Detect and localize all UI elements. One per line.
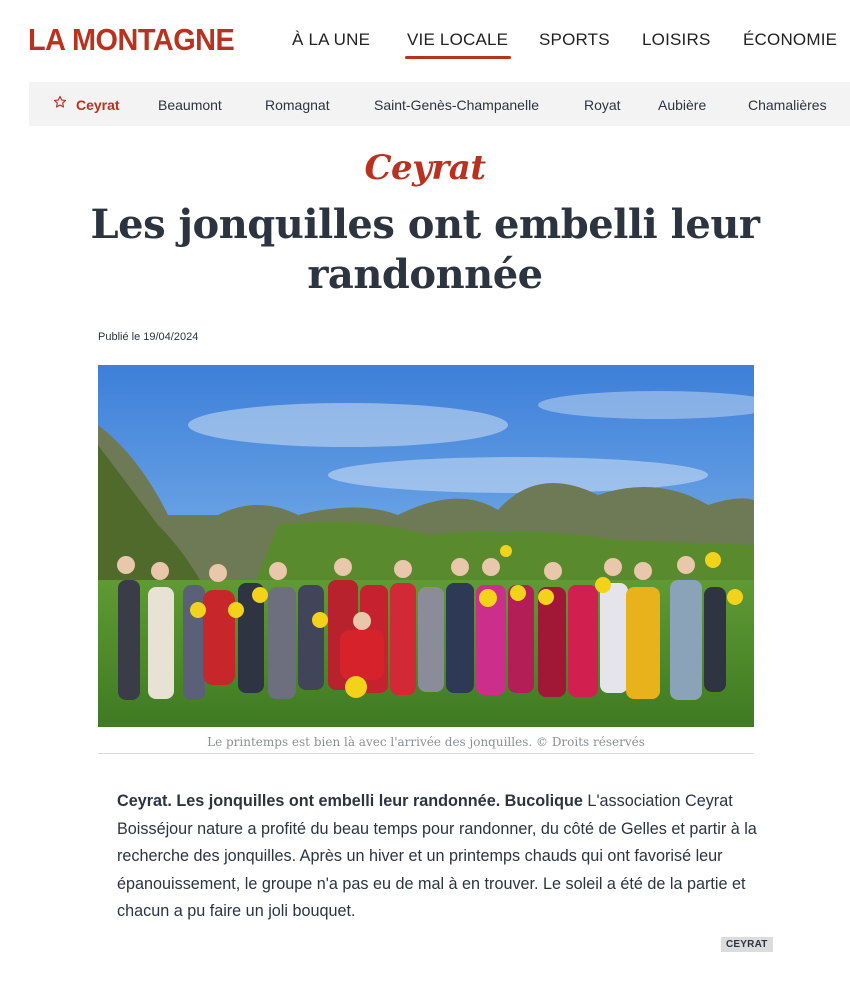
nav-vie-locale[interactable]: VIE LOCALE [407, 30, 509, 49]
site-header [0, 0, 850, 80]
article-paragraph: L'association Ceyrat Boisséjour nature a profité du beau temps pour randonner, du côté de Gelles et partir à la recherche des jonquilles. Après un hiver et un printemps chauds qui ont favorisé leur épanouissement, le groupe n'a pas eu de mal à en trouver. Le soleil a été de la partie et chacun a pu faire un joli bouquet. [117, 792, 757, 920]
site-logo[interactable]: LA MONTAGNE [28, 22, 235, 57]
location-tag[interactable]: CEYRAT [721, 937, 773, 952]
subnav-item-chamalieres[interactable]: Chamalières [748, 97, 827, 113]
article-body [117, 788, 757, 926]
article-photo [98, 365, 754, 727]
local-subnav [29, 82, 850, 126]
subnav-item-saint-genes-champanelle[interactable]: Saint-Genès-Champanelle [374, 97, 539, 113]
hikers-photo [98, 365, 754, 727]
article-kicker[interactable]: Ceyrat [364, 148, 486, 188]
article-title: Les jonquilles ont embelli leur randonnée [90, 201, 760, 298]
subnav-item-royat[interactable]: Royat [584, 97, 621, 113]
nav-loisirs[interactable]: LOISIRS [642, 30, 711, 49]
article-lead: Ceyrat. Les jonquilles ont embelli leur randonnée. Bucolique [117, 792, 583, 810]
publish-date: Publié le 19/04/2024 [98, 331, 199, 343]
subnav-item-beaumont[interactable]: Beaumont [158, 97, 222, 113]
nav-economie[interactable]: ÉCONOMIE [743, 30, 838, 49]
nav-a-la-une[interactable]: À LA UNE [292, 30, 371, 49]
photo-caption: Le printemps est bien là avec l'arrivée des jonquilles. © Droits réservés [207, 735, 645, 749]
star-icon[interactable] [53, 95, 67, 109]
subnav-item-aubiere[interactable]: Aubière [658, 97, 707, 113]
subnav-item-romagnat[interactable]: Romagnat [265, 97, 330, 113]
nav-sports[interactable]: SPORTS [539, 30, 610, 49]
caption-divider [98, 753, 754, 754]
main-nav [0, 30, 850, 60]
subnav-item-ceyrat[interactable]: Ceyrat [76, 97, 120, 113]
